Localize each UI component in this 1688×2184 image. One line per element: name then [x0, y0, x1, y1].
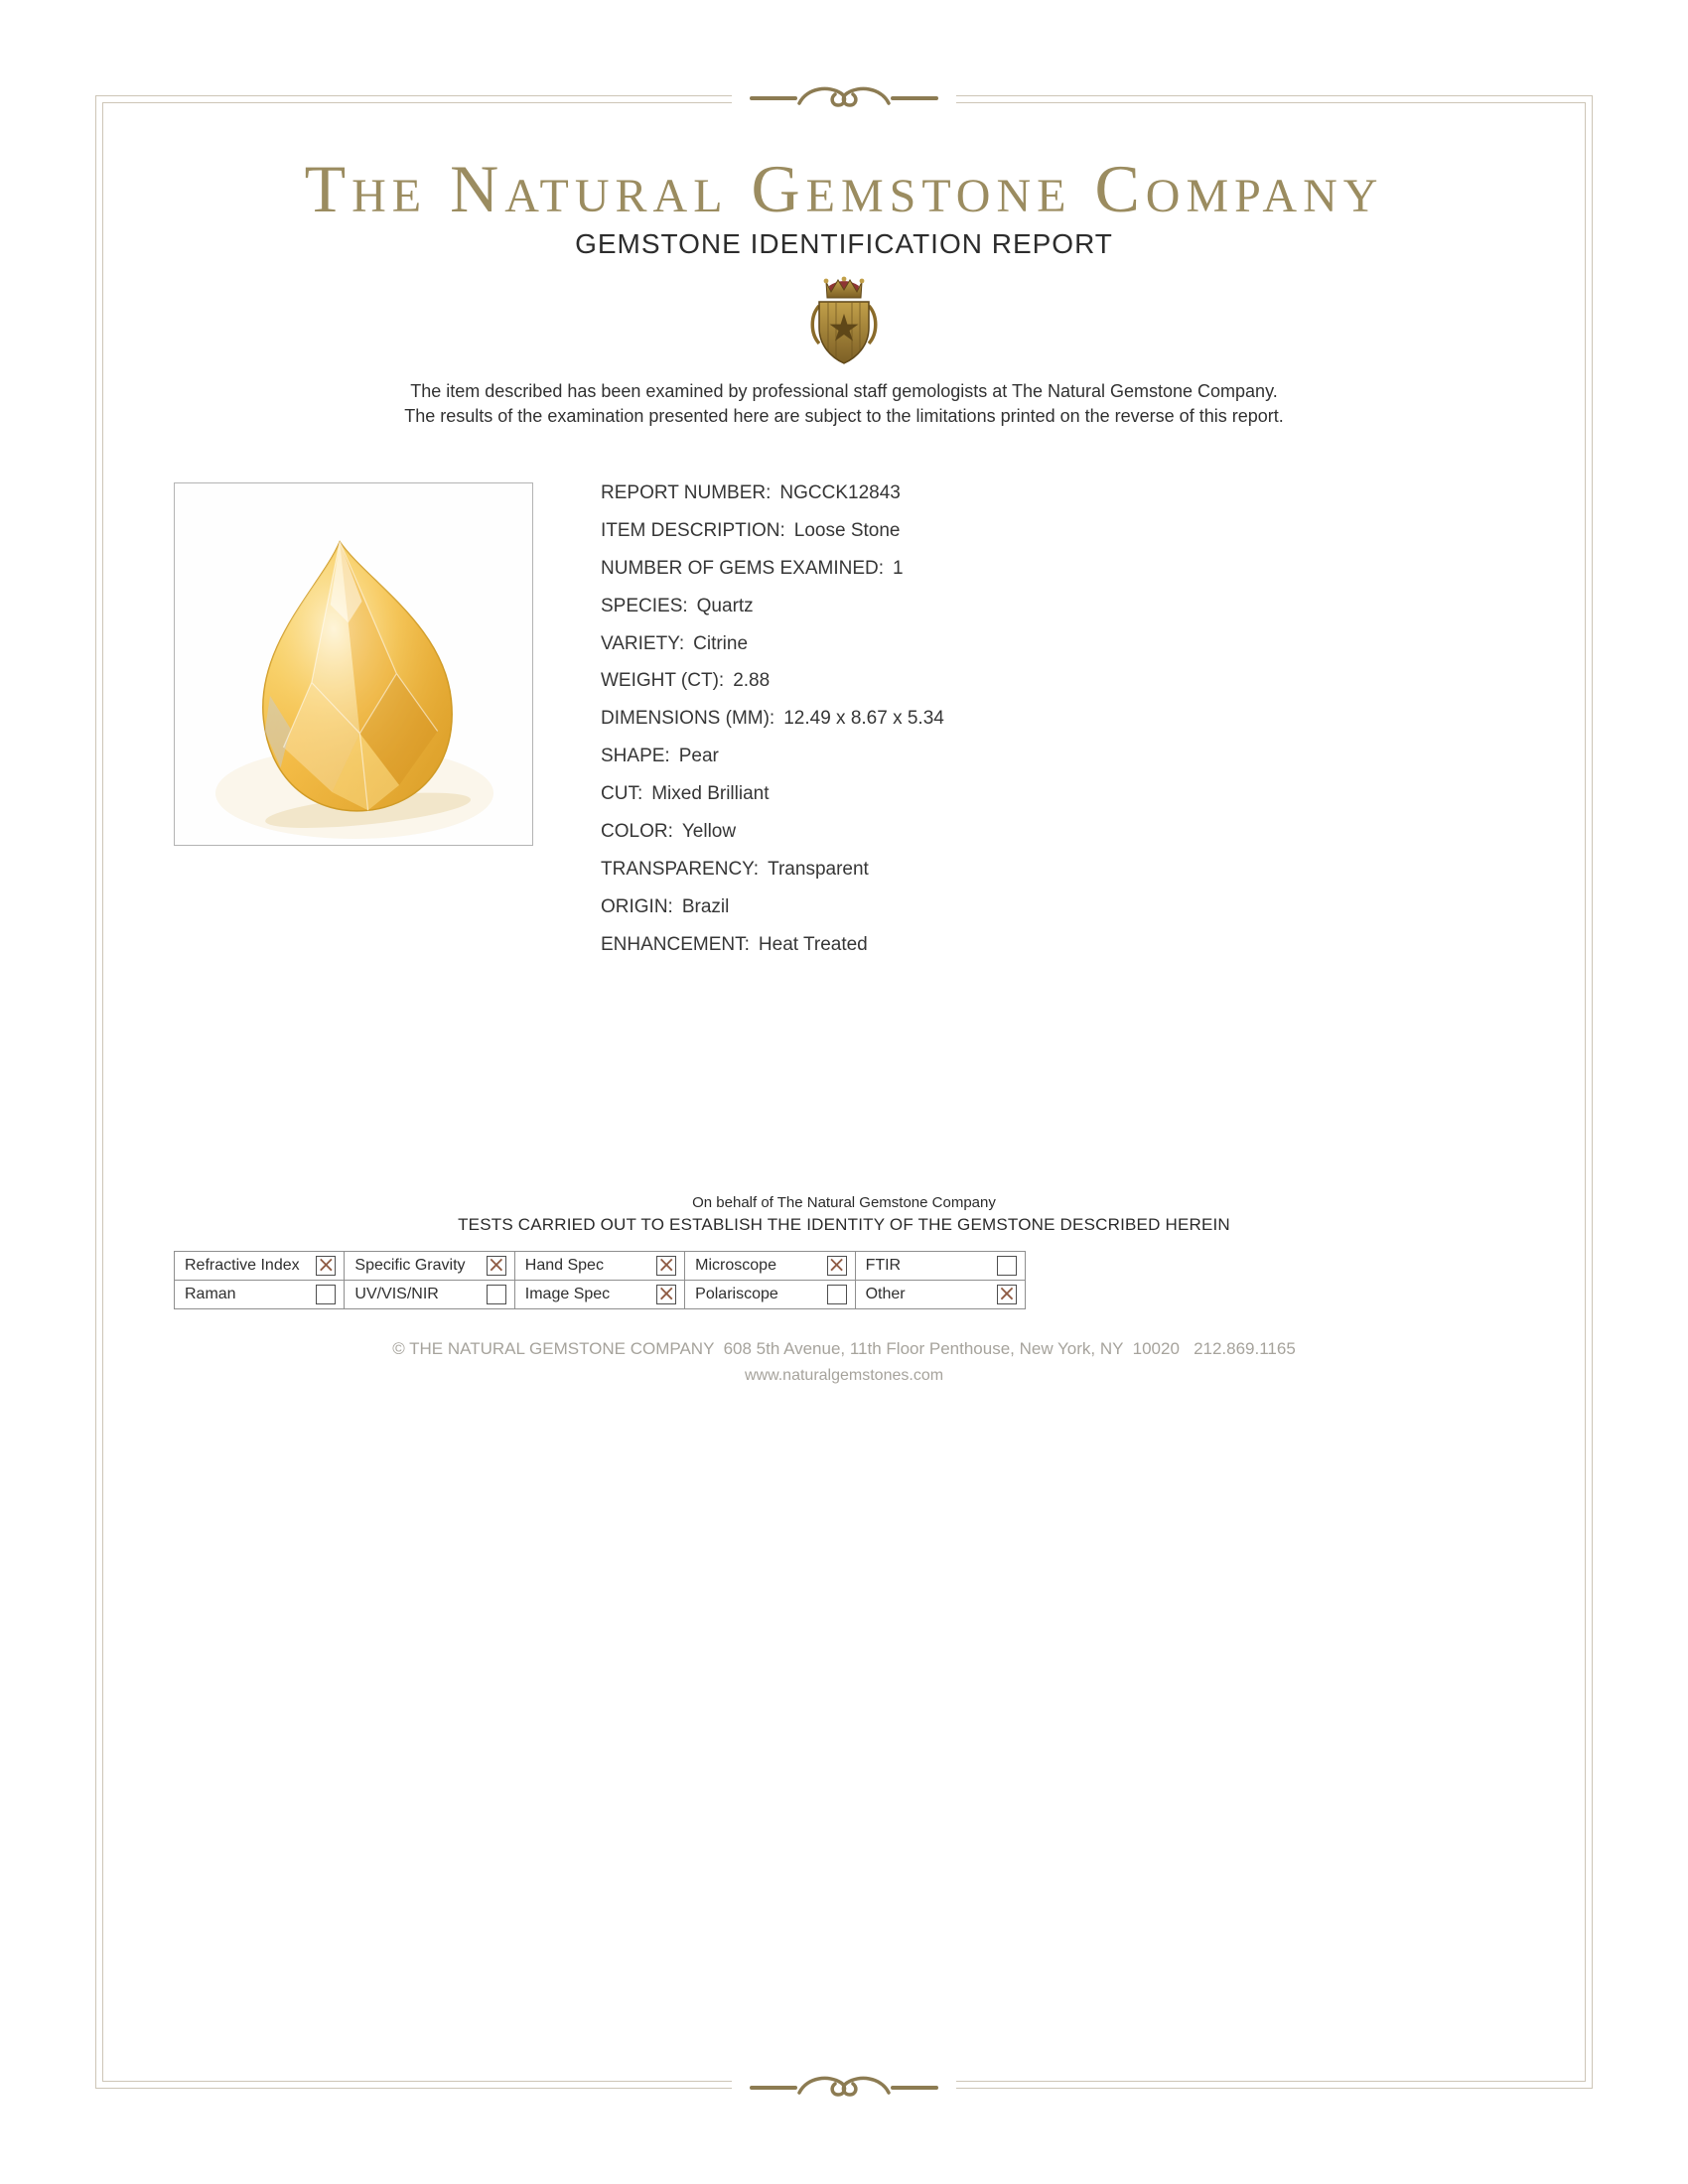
detail-label: NUMBER OF GEMS EXAMINED:	[601, 557, 885, 579]
test-label: FTIR	[865, 1257, 902, 1274]
checkbox-icon	[827, 1252, 847, 1278]
checkbox-mark: ×	[487, 1252, 505, 1278]
checkbox-icon	[487, 1285, 506, 1304]
detail-value: 1	[893, 557, 904, 579]
intro-text	[0, 379, 1688, 429]
detail-label: ITEM DESCRIPTION:	[601, 519, 785, 541]
test-label: Microscope	[695, 1257, 776, 1274]
checkbox-mark: ×	[827, 1252, 846, 1278]
detail-value: Loose Stone	[793, 519, 901, 541]
gemstone-photo	[174, 482, 533, 846]
detail-value: Pear	[678, 746, 719, 767]
footer-website: www.naturalgemstones.com	[744, 1367, 944, 1384]
test-label: Hand Spec	[524, 1257, 604, 1274]
detail-value: Quartz	[696, 595, 754, 616]
detail-row	[601, 475, 944, 512]
top-flourish-ornament-icon	[732, 81, 956, 115]
detail-label: WEIGHT (CT):	[601, 670, 725, 692]
detail-label: ORIGIN:	[601, 895, 673, 917]
checkbox-icon	[827, 1285, 847, 1304]
detail-row	[601, 775, 944, 813]
tests-table	[174, 1251, 1026, 1309]
detail-value: Mixed Brilliant	[651, 783, 770, 805]
checkbox-mark: ×	[656, 1281, 676, 1306]
detail-value: NGCCK12843	[779, 481, 901, 503]
test-label: UV/VIS/NIR	[354, 1286, 439, 1302]
detail-row	[601, 550, 944, 588]
checkbox-icon	[656, 1252, 676, 1278]
intro-line-2: The results of the examination presented here are subject to the limitations printed on the reverse of this report.	[404, 406, 1284, 426]
bottom-flourish-ornament-icon	[732, 2071, 956, 2105]
detail-row	[601, 512, 944, 550]
test-label: Refractive Index	[185, 1257, 300, 1274]
test-cell-refractive-index	[175, 1252, 345, 1281]
checkbox-mark: ×	[997, 1281, 1017, 1306]
tests-row	[175, 1281, 1026, 1309]
test-label: Polariscope	[695, 1286, 778, 1302]
detail-value: Heat Treated	[758, 933, 868, 955]
detail-label: COLOR:	[601, 820, 673, 842]
detail-row	[601, 926, 944, 964]
detail-label: CUT:	[601, 783, 643, 805]
detail-value: Yellow	[681, 820, 737, 842]
checkbox-icon	[656, 1281, 676, 1306]
test-label: Image Spec	[524, 1286, 611, 1302]
detail-row	[601, 888, 944, 926]
tests-row	[175, 1252, 1026, 1281]
checkbox-mark: ×	[656, 1252, 676, 1278]
detail-row	[601, 700, 944, 738]
checkbox-icon	[487, 1252, 506, 1278]
detail-row	[601, 662, 944, 700]
detail-value: Transparent	[768, 858, 869, 880]
detail-row	[601, 851, 944, 888]
company-name: The Natural Gemstone Company	[304, 151, 1384, 226]
checkbox-mark: ×	[317, 1252, 336, 1278]
detail-value: 12.49 x 8.67 x 5.34	[783, 708, 944, 730]
checkbox-icon	[997, 1281, 1017, 1306]
test-cell-other	[856, 1281, 1026, 1309]
detail-label: SPECIES:	[601, 595, 688, 616]
test-label: Specific Gravity	[354, 1257, 466, 1274]
detail-label: TRANSPARENCY:	[601, 858, 760, 880]
test-cell-uv-vis-nir	[345, 1281, 514, 1309]
test-label: Other	[865, 1286, 906, 1302]
detail-row	[601, 813, 944, 851]
detail-label: SHAPE:	[601, 746, 670, 767]
intro-line-1: The item described has been examined by professional staff gemologists at The Natural Gemstone Company.	[410, 381, 1278, 401]
test-cell-specific-gravity	[345, 1252, 514, 1281]
detail-label: REPORT NUMBER:	[601, 481, 772, 503]
test-cell-image-spec	[515, 1281, 685, 1309]
test-cell-microscope	[685, 1252, 855, 1281]
test-cell-ftir	[856, 1252, 1026, 1281]
detail-label: ENHANCEMENT:	[601, 933, 750, 955]
footer-address: © THE NATURAL GEMSTONE COMPANY 608 5th Avenue, 11th Floor Penthouse, New York, NY 10020 212.869.1165	[392, 1339, 1296, 1358]
company-crest-icon	[799, 272, 889, 367]
report-title: GEMSTONE IDENTIFICATION REPORT	[575, 228, 1113, 259]
behalf-line: On behalf of The Natural Gemstone Company	[692, 1194, 996, 1211]
detail-row	[601, 625, 944, 663]
test-cell-hand-spec	[515, 1252, 685, 1281]
detail-label: DIMENSIONS (MM):	[601, 708, 775, 730]
checkbox-icon	[997, 1256, 1017, 1276]
detail-row	[601, 588, 944, 625]
report-details	[601, 475, 944, 964]
detail-value: Citrine	[693, 632, 749, 654]
checkbox-icon	[316, 1252, 336, 1278]
test-label: Raman	[185, 1286, 236, 1302]
tests-heading: TESTS CARRIED OUT TO ESTABLISH THE IDENTITY OF THE GEMSTONE DESCRIBED HEREIN	[458, 1215, 1230, 1234]
detail-label: VARIETY:	[601, 632, 685, 654]
test-cell-polariscope	[685, 1281, 855, 1309]
detail-row	[601, 738, 944, 775]
detail-value: Brazil	[681, 895, 730, 917]
test-cell-raman	[175, 1281, 345, 1309]
checkbox-icon	[316, 1285, 336, 1304]
detail-value: 2.88	[733, 670, 771, 692]
